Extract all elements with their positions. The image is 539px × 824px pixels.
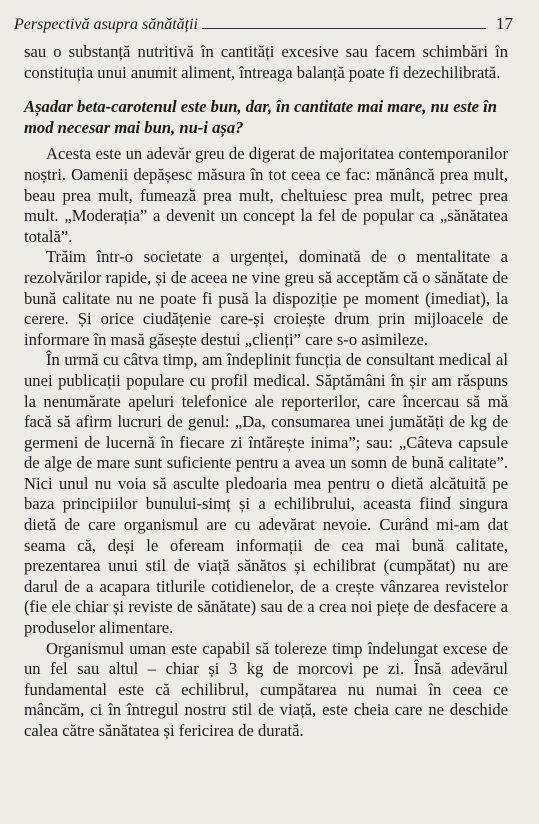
paragraph: Trăim într-o societate a urgenței, dominată de o mentalitate a rezolvărilor rapide, și de aceea ne vine greu să acceptăm că o sănătate de bună calitate nu ne poate fi pusă la dispoziție pe moment (imediat), la cerere. Și orice ciudățenie care-și croiește drum prin mijloacele de informare în masă găsește destui „clienți” care s-o asimileze. <box>24 247 508 349</box>
running-title: Perspectivă asupra sănătății <box>14 16 198 33</box>
paragraph: În urmă cu câtva timp, am îndeplinit funcția de consultant medical al unei publicații populare cu profil medical. Săptămâni în șir am răspuns la nenumărate apeluri telefonice ale reporterilor, care încercau să mă facă să afirm lucruri de genul: „Da, consumarea unei jumătăți de kg de germeni de lucernă în fiecare zi întărește inima”; sau: „Câteva capsule de alge de mare sunt suficiente pentru a avea un somn de bună calitate”. Nici unul nu voia să asculte pledoaria mea pentru o dietă alcătuită pe baza principiilor bunului-simț și a echilibrului, aceasta fiind singura dietă de care organismul are cu adevărat nevoie. Curând mi-am dat seama că, deși le ofeream informații de cea mai bună calitate, prezentarea unui stil de viață sănătos și echilibrat (cumpătat) nu are darul de a acapara titlurile cotidienelor, de a crește vânzarea revistelor (fie ele chiar și reviste de sănătate) sau de a crea noi piețe de desfacere a produselor alimentare. <box>24 350 508 638</box>
page-number: 17 <box>496 14 513 33</box>
paragraph: Acesta este un adevăr greu de digerat de majoritatea contemporanilor noștri. Oamenii depășesc măsura în tot ceea ce fac: mănâncă prea mult, beau prea mult, fumează prea mult, cheltuiesc prea mult, petrec prea mult. „Moderația” a devenit un concept la fel de popular ca „sănătatea totală”. <box>24 144 508 246</box>
header-rule <box>202 28 486 29</box>
body-text <box>24 42 508 742</box>
paragraph: Organismul uman este capabil să tolereze timp îndelungat excese de un fel sau altul – chiar și 3 kg de morcovi pe zi. Însă adevărul fundamental este că echilibrul, cumpătarea nu numai în ceea ce mâncăm, ci în întregul nostru stil de viață, este cheia care ne deschide calea către sănătatea și fericirea de durată. <box>24 638 508 740</box>
section-heading: Așadar beta-carotenul este bun, dar, în cantitate mai mare, nu este în mod necesar mai bun, nu-i așa? <box>24 97 497 137</box>
paragraph-continuation: sau o substanță nutritivă în cantități excesive sau facem schimbări în constituția unui anumit aliment, întreaga balanță poate fi dezechilibrată. <box>24 42 508 82</box>
running-header <box>14 8 513 34</box>
